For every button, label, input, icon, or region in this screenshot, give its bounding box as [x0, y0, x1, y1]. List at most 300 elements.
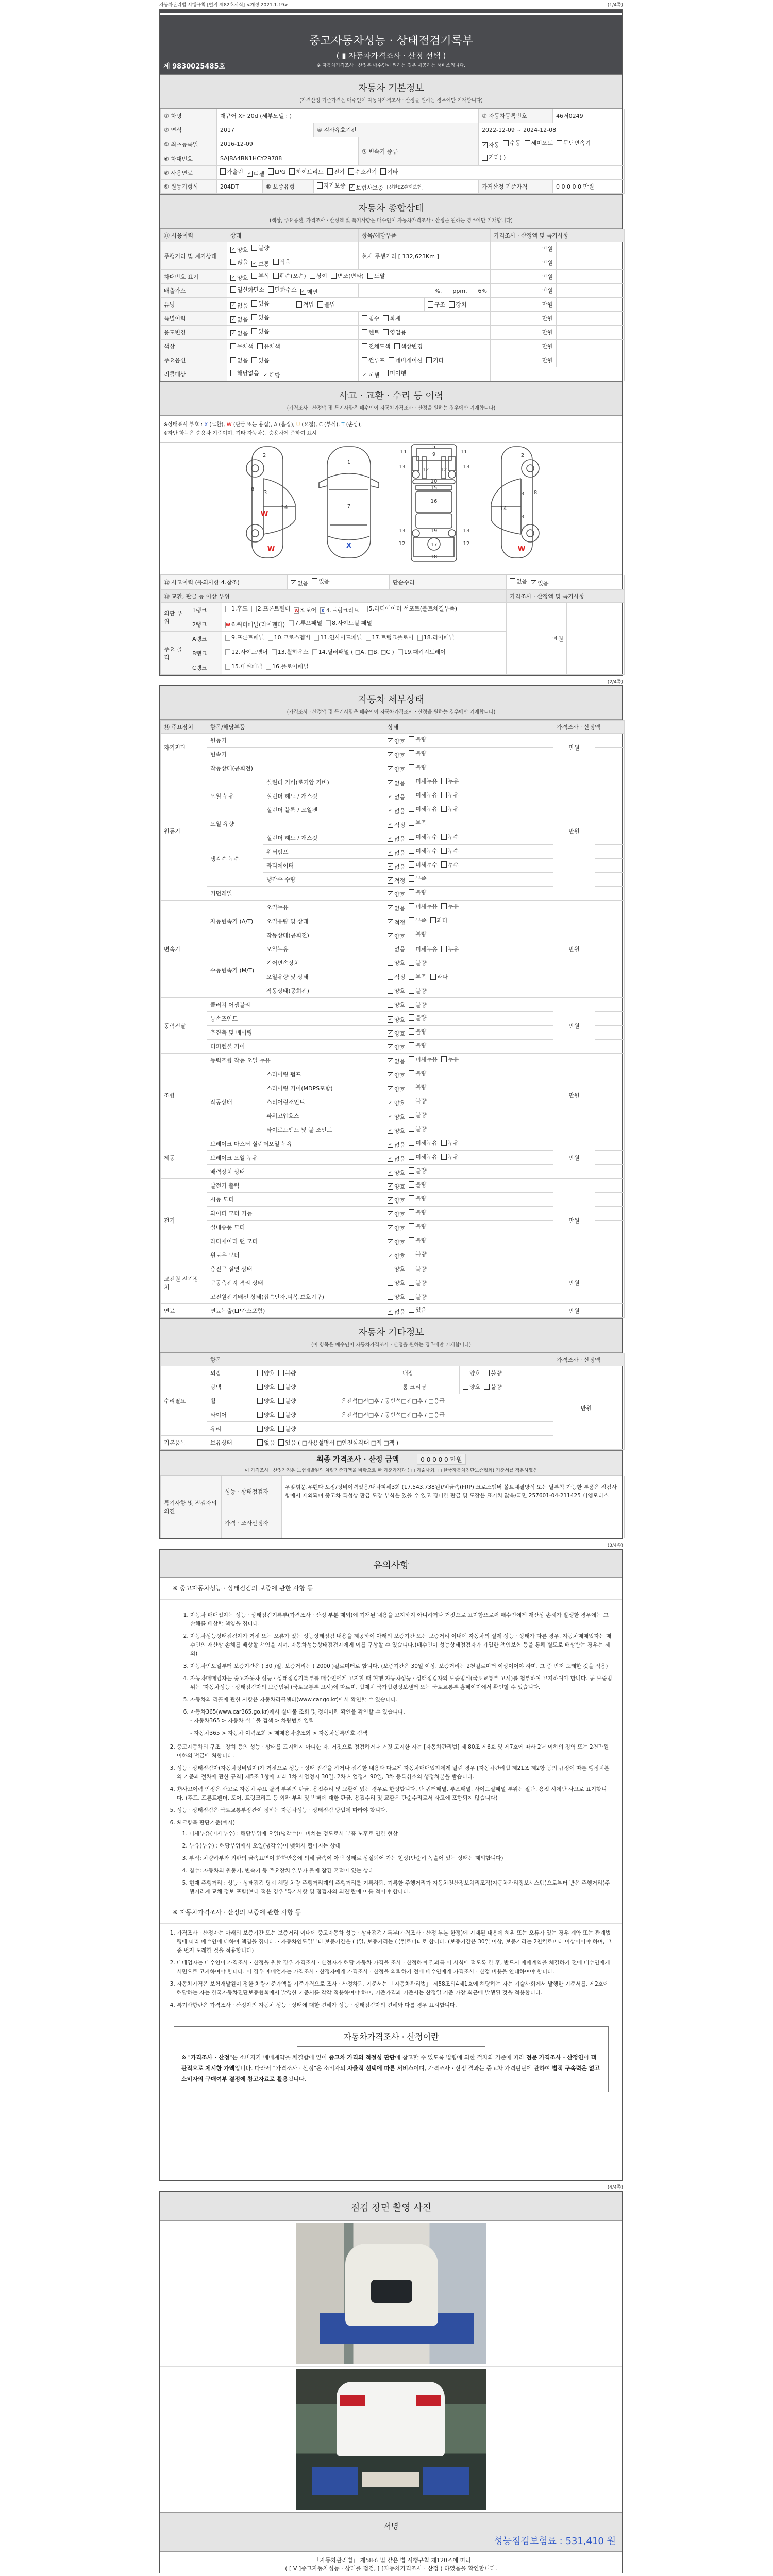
checkbox-option[interactable]: [388, 932, 405, 940]
checkbox[interactable]: [257, 343, 263, 349]
checkbox-option[interactable]: [362, 314, 379, 323]
checkbox-option[interactable]: [230, 356, 248, 364]
checkbox-option[interactable]: [409, 1139, 438, 1147]
checkbox[interactable]: [278, 1412, 284, 1418]
checkbox-option[interactable]: [525, 137, 553, 149]
checkbox[interactable]: [409, 1084, 414, 1090]
checkbox[interactable]: [409, 931, 414, 937]
checkbox-option[interactable]: [463, 1383, 480, 1391]
checkbox[interactable]: [409, 1266, 414, 1272]
checkbox-option[interactable]: [441, 1055, 459, 1063]
checkbox[interactable]: ✓: [388, 1240, 393, 1245]
checkbox[interactable]: [463, 1370, 468, 1376]
checkbox-option[interactable]: [230, 315, 248, 324]
checkbox[interactable]: ✓: [388, 864, 393, 869]
checkbox[interactable]: [268, 168, 274, 175]
checkbox[interactable]: ✓: [301, 289, 305, 294]
part-option[interactable]: [398, 648, 446, 657]
part-checkbox[interactable]: [312, 649, 317, 655]
checkbox-option[interactable]: [348, 167, 377, 176]
checkbox[interactable]: [331, 273, 337, 279]
checkbox[interactable]: [409, 1223, 414, 1229]
checkbox[interactable]: ✓: [291, 581, 296, 586]
checkbox[interactable]: ✓: [388, 781, 393, 786]
part-option[interactable]: [225, 633, 264, 642]
checkbox-option[interactable]: [430, 973, 448, 981]
checkbox[interactable]: [389, 357, 394, 363]
checkbox[interactable]: [257, 1370, 263, 1376]
checkbox[interactable]: ✓: [388, 767, 393, 772]
checkbox-option[interactable]: [449, 300, 466, 309]
checkbox[interactable]: [383, 329, 389, 335]
part-option[interactable]: [225, 620, 285, 630]
checkbox-option[interactable]: [388, 1043, 405, 1052]
part-option[interactable]: [266, 662, 309, 671]
checkbox-option[interactable]: [251, 260, 269, 268]
checkbox[interactable]: [441, 946, 447, 952]
checkbox[interactable]: [409, 1056, 414, 1062]
checkbox-option[interactable]: [278, 1411, 296, 1419]
checkbox-option[interactable]: [383, 328, 406, 336]
checkbox[interactable]: [362, 343, 367, 349]
checkbox-option[interactable]: [388, 973, 405, 981]
part-option[interactable]: [251, 604, 291, 614]
checkbox[interactable]: [441, 806, 447, 812]
checkbox-option[interactable]: [388, 1238, 405, 1246]
checkbox-option[interactable]: [409, 846, 438, 855]
checkbox-option[interactable]: [268, 285, 297, 294]
checkbox-option[interactable]: [300, 287, 318, 296]
checkbox-option[interactable]: [441, 1139, 459, 1147]
checkbox-option[interactable]: [257, 342, 280, 350]
checkbox-option[interactable]: [278, 1425, 296, 1433]
checkbox-option[interactable]: [428, 300, 445, 309]
checkbox-option[interactable]: [484, 1383, 501, 1391]
checkbox[interactable]: ✓: [388, 1031, 393, 1036]
checkbox[interactable]: [409, 1070, 414, 1076]
checkbox[interactable]: [394, 343, 400, 349]
checkbox[interactable]: ✓: [388, 822, 393, 827]
checkbox[interactable]: [230, 343, 236, 349]
checkbox-option[interactable]: [257, 1397, 275, 1405]
part-checkbox[interactable]: [225, 664, 230, 670]
checkbox[interactable]: [463, 1384, 468, 1390]
checkbox[interactable]: [362, 329, 367, 335]
checkbox[interactable]: [409, 988, 414, 994]
checkbox-option[interactable]: [409, 763, 426, 771]
checkbox-option[interactable]: [510, 577, 527, 585]
checkbox-option[interactable]: [409, 1222, 426, 1230]
checkbox-option[interactable]: [230, 369, 259, 377]
checkbox-option[interactable]: [388, 1265, 405, 1273]
checkbox[interactable]: [409, 1140, 414, 1146]
checkbox-option[interactable]: [388, 862, 405, 871]
checkbox-option[interactable]: [430, 916, 448, 924]
checkbox-option[interactable]: [441, 805, 459, 813]
checkbox[interactable]: [525, 140, 530, 146]
checkbox-option[interactable]: [230, 285, 264, 294]
checkbox-option[interactable]: [409, 874, 426, 883]
checkbox-option[interactable]: [220, 167, 243, 176]
checkbox[interactable]: [409, 1237, 414, 1243]
checkbox-option[interactable]: [388, 821, 405, 829]
checkbox[interactable]: [317, 182, 323, 189]
checkbox-option[interactable]: [257, 1425, 275, 1433]
checkbox[interactable]: ✓: [247, 171, 252, 176]
checkbox[interactable]: [388, 974, 393, 980]
checkbox-option[interactable]: [388, 1015, 405, 1024]
checkbox[interactable]: ✓: [388, 1059, 393, 1064]
checkbox-option[interactable]: [426, 356, 444, 364]
checkbox[interactable]: [317, 301, 323, 308]
checkbox-option[interactable]: [409, 1153, 438, 1161]
checkbox-option[interactable]: [409, 1001, 426, 1009]
checkbox[interactable]: [257, 1412, 263, 1418]
checkbox[interactable]: [409, 750, 414, 756]
checkbox[interactable]: [251, 273, 257, 279]
checkbox[interactable]: [409, 1042, 414, 1048]
checkbox[interactable]: [268, 286, 274, 293]
checkbox[interactable]: [409, 806, 414, 812]
checkbox-option[interactable]: [441, 860, 459, 869]
checkbox[interactable]: [289, 168, 295, 175]
checkbox-option[interactable]: [263, 371, 280, 379]
checkbox-option[interactable]: [394, 342, 423, 350]
checkbox-option[interactable]: [251, 313, 269, 321]
checkbox[interactable]: [409, 903, 414, 909]
checkbox-option[interactable]: [230, 258, 248, 266]
checkbox[interactable]: [441, 1056, 447, 1062]
part-checkbox[interactable]: W: [226, 623, 230, 628]
checkbox[interactable]: ✓: [388, 739, 393, 744]
part-checkbox[interactable]: [225, 606, 230, 612]
checkbox[interactable]: [251, 357, 257, 363]
checkbox[interactable]: ✓: [350, 185, 354, 190]
checkbox-option[interactable]: [409, 1013, 426, 1022]
checkbox-option[interactable]: [409, 1069, 426, 1077]
checkbox[interactable]: [409, 1307, 414, 1313]
checkbox-option[interactable]: [409, 749, 426, 757]
checkbox[interactable]: ✓: [388, 1212, 393, 1217]
checkbox-option[interactable]: [409, 1236, 426, 1244]
checkbox-option[interactable]: [251, 299, 269, 308]
checkbox-option[interactable]: [251, 244, 269, 252]
checkbox-option[interactable]: [463, 1369, 480, 1377]
checkbox-option[interactable]: [409, 1180, 426, 1189]
checkbox[interactable]: [230, 286, 236, 293]
part-option[interactable]: [312, 648, 394, 657]
checkbox-option[interactable]: [388, 1182, 405, 1191]
part-option[interactable]: [320, 606, 359, 615]
checkbox[interactable]: [383, 315, 389, 321]
checkbox-option[interactable]: [388, 765, 405, 773]
checkbox[interactable]: [388, 946, 393, 952]
checkbox[interactable]: ✓: [388, 753, 393, 758]
checkbox[interactable]: ✓: [388, 1114, 393, 1120]
checkbox[interactable]: ✓: [388, 906, 393, 911]
checkbox[interactable]: [426, 357, 432, 363]
checkbox[interactable]: [362, 315, 367, 321]
checkbox[interactable]: [409, 834, 414, 840]
checkbox-option[interactable]: [441, 1153, 459, 1161]
checkbox-option[interactable]: [257, 1383, 275, 1391]
part-option[interactable]: [294, 606, 316, 615]
checkbox-option[interactable]: [409, 1265, 426, 1273]
part-option[interactable]: [268, 633, 311, 642]
checkbox-option[interactable]: [388, 945, 405, 953]
part-option[interactable]: [225, 662, 262, 671]
checkbox-option[interactable]: [409, 1194, 426, 1202]
checkbox[interactable]: [441, 778, 447, 784]
checkbox[interactable]: ✓: [231, 303, 236, 308]
checkbox-option[interactable]: [317, 300, 335, 309]
checkbox[interactable]: [409, 736, 414, 742]
checkbox[interactable]: [409, 848, 414, 854]
checkbox-option[interactable]: [388, 1127, 405, 1135]
checkbox[interactable]: ✓: [388, 1198, 393, 1203]
checkbox[interactable]: [409, 820, 414, 826]
checkbox-option[interactable]: [388, 751, 405, 759]
part-checkbox[interactable]: [272, 649, 277, 655]
checkbox[interactable]: [428, 301, 433, 308]
checkbox[interactable]: ✓: [388, 1309, 393, 1314]
part-checkbox[interactable]: W: [294, 608, 299, 613]
checkbox[interactable]: [409, 1167, 414, 1174]
checkbox[interactable]: [441, 903, 447, 909]
checkbox-option[interactable]: [230, 329, 248, 337]
checkbox-option[interactable]: [251, 356, 269, 364]
checkbox[interactable]: [388, 960, 393, 966]
checkbox[interactable]: ✓: [388, 794, 393, 800]
checkbox-option[interactable]: [388, 876, 405, 885]
checkbox[interactable]: ✓: [388, 850, 393, 855]
checkbox[interactable]: [430, 917, 436, 923]
checkbox[interactable]: [230, 370, 236, 376]
part-option[interactable]: [417, 633, 455, 642]
checkbox-option[interactable]: [367, 272, 385, 280]
checkbox-option[interactable]: [278, 1438, 398, 1447]
checkbox[interactable]: [409, 778, 414, 784]
part-checkbox[interactable]: [398, 649, 403, 655]
checkbox[interactable]: [230, 259, 236, 265]
checkbox[interactable]: [441, 834, 447, 840]
checkbox[interactable]: [388, 1266, 393, 1272]
checkbox-option[interactable]: [409, 1111, 426, 1119]
checkbox[interactable]: [484, 1384, 490, 1390]
part-option[interactable]: [363, 604, 457, 614]
checkbox[interactable]: [327, 168, 333, 175]
checkbox[interactable]: [278, 1426, 284, 1432]
checkbox[interactable]: ✓: [388, 1087, 393, 1092]
checkbox[interactable]: ✓: [388, 1045, 393, 1050]
checkbox[interactable]: [409, 875, 414, 882]
checkbox[interactable]: [257, 1398, 263, 1404]
part-checkbox[interactable]: [363, 606, 368, 612]
part-checkbox[interactable]: [268, 635, 273, 641]
checkbox[interactable]: [409, 917, 414, 923]
checkbox[interactable]: [503, 140, 509, 146]
checkbox-option[interactable]: [409, 1293, 426, 1301]
checkbox[interactable]: [380, 168, 386, 175]
checkbox[interactable]: ✓: [388, 1253, 393, 1259]
checkbox[interactable]: ✓: [362, 372, 367, 378]
checkbox[interactable]: ✓: [388, 920, 393, 925]
checkbox-option[interactable]: [247, 170, 264, 178]
checkbox-option[interactable]: [409, 945, 438, 953]
checkbox[interactable]: [409, 764, 414, 770]
checkbox[interactable]: ✓: [388, 892, 393, 897]
checkbox-option[interactable]: [482, 139, 499, 151]
checkbox-option[interactable]: [310, 272, 327, 280]
checkbox[interactable]: ✓: [388, 1100, 393, 1106]
part-checkbox[interactable]: [225, 649, 230, 655]
checkbox[interactable]: [409, 960, 414, 966]
part-option[interactable]: [225, 648, 268, 657]
checkbox[interactable]: ✓: [231, 317, 236, 322]
checkbox-option[interactable]: [388, 890, 405, 899]
checkbox[interactable]: [278, 1439, 284, 1446]
checkbox-option[interactable]: [289, 167, 323, 176]
checkbox-option[interactable]: [268, 168, 285, 175]
checkbox[interactable]: ✓: [531, 581, 536, 586]
checkbox-option[interactable]: [388, 987, 405, 995]
checkbox-option[interactable]: [388, 1168, 405, 1177]
checkbox[interactable]: ✓: [388, 836, 393, 841]
checkbox[interactable]: [278, 1384, 284, 1390]
checkbox[interactable]: [310, 273, 315, 279]
checkbox[interactable]: [312, 578, 317, 584]
checkbox-option[interactable]: [388, 793, 405, 801]
checkbox-option[interactable]: [380, 167, 398, 176]
checkbox-option[interactable]: [251, 272, 269, 280]
checkbox-option[interactable]: [409, 930, 426, 938]
checkbox[interactable]: [388, 1002, 393, 1008]
checkbox-option[interactable]: [312, 577, 329, 585]
checkbox[interactable]: ✓: [388, 934, 393, 939]
checkbox[interactable]: ✓: [388, 1156, 393, 1161]
checkbox[interactable]: [449, 301, 455, 308]
checkbox-option[interactable]: [388, 849, 405, 857]
checkbox-option[interactable]: [388, 807, 405, 815]
checkbox-option[interactable]: [409, 735, 426, 743]
checkbox-option[interactable]: [388, 779, 405, 787]
checkbox-option[interactable]: [557, 137, 591, 149]
checkbox-option[interactable]: [291, 579, 308, 587]
checkbox-option[interactable]: [273, 258, 291, 266]
checkbox-option[interactable]: [362, 328, 379, 336]
checkbox-option[interactable]: [257, 1438, 275, 1447]
checkbox-option[interactable]: [409, 860, 438, 869]
checkbox-option[interactable]: [278, 1383, 296, 1391]
checkbox-option[interactable]: [388, 1224, 405, 1232]
part-checkbox[interactable]: [225, 635, 230, 641]
checkbox-option[interactable]: [409, 1208, 426, 1216]
checkbox-option[interactable]: [409, 1279, 426, 1287]
checkbox-option[interactable]: [383, 314, 400, 323]
checkbox-option[interactable]: [388, 1057, 405, 1065]
checkbox-option[interactable]: [362, 356, 385, 364]
checkbox[interactable]: [388, 1280, 393, 1286]
checkbox[interactable]: [409, 1112, 414, 1118]
checkbox[interactable]: [273, 273, 279, 279]
checkbox[interactable]: ✓: [388, 1170, 393, 1175]
checkbox[interactable]: [251, 300, 257, 307]
checkbox-option[interactable]: [409, 833, 438, 841]
checkbox-option[interactable]: [409, 1055, 438, 1063]
checkbox[interactable]: [296, 301, 302, 308]
checkbox-option[interactable]: [388, 835, 405, 843]
checkbox-option[interactable]: [409, 1125, 426, 1133]
checkbox-option[interactable]: [441, 777, 459, 785]
checkbox[interactable]: [441, 848, 447, 854]
checkbox[interactable]: [362, 357, 367, 363]
checkbox[interactable]: [409, 1014, 414, 1021]
checkbox-option[interactable]: [409, 1306, 426, 1314]
checkbox-option[interactable]: [409, 805, 438, 813]
checkbox[interactable]: ✓: [388, 1073, 393, 1078]
checkbox-option[interactable]: [388, 904, 405, 912]
part-option[interactable]: [326, 619, 372, 628]
checkbox-option[interactable]: [251, 327, 269, 335]
part-option[interactable]: [289, 619, 322, 628]
checkbox-option[interactable]: [441, 945, 459, 953]
checkbox-option[interactable]: [409, 777, 438, 785]
checkbox-option[interactable]: [441, 902, 459, 910]
part-checkbox[interactable]: [251, 606, 257, 612]
checkbox-option[interactable]: [388, 1252, 405, 1260]
checkbox[interactable]: [273, 259, 279, 265]
checkbox-option[interactable]: [230, 246, 248, 254]
checkbox[interactable]: ✓: [231, 331, 236, 336]
part-checkbox[interactable]: [366, 635, 371, 641]
checkbox[interactable]: [557, 140, 562, 146]
checkbox[interactable]: [409, 1181, 414, 1188]
checkbox-option[interactable]: [409, 791, 438, 799]
checkbox-option[interactable]: [409, 819, 426, 827]
checkbox[interactable]: [409, 1195, 414, 1201]
checkbox[interactable]: [441, 861, 447, 868]
checkbox-option[interactable]: [388, 1029, 405, 1038]
part-option[interactable]: [225, 604, 248, 614]
checkbox-option[interactable]: [409, 1041, 426, 1049]
checkbox[interactable]: ✓: [482, 143, 487, 148]
checkbox-option[interactable]: [388, 1293, 405, 1301]
checkbox-option[interactable]: [230, 274, 248, 282]
checkbox-option[interactable]: [409, 973, 426, 981]
checkbox-option[interactable]: [409, 916, 426, 924]
checkbox-option[interactable]: [388, 1210, 405, 1218]
checkbox-option[interactable]: [388, 959, 405, 967]
checkbox[interactable]: [278, 1398, 284, 1404]
checkbox[interactable]: [409, 1098, 414, 1104]
checkbox[interactable]: [278, 1370, 284, 1376]
checkbox-option[interactable]: [409, 1083, 426, 1091]
checkbox-option[interactable]: [484, 1369, 501, 1377]
checkbox-option[interactable]: [230, 301, 248, 310]
checkbox-option[interactable]: [383, 369, 406, 377]
checkbox-option[interactable]: [409, 1166, 426, 1175]
part-option[interactable]: [366, 633, 414, 642]
checkbox[interactable]: [430, 974, 436, 980]
checkbox[interactable]: [484, 1370, 490, 1376]
checkbox-option[interactable]: [388, 1071, 405, 1079]
checkbox-option[interactable]: [349, 183, 383, 192]
checkbox-option[interactable]: [388, 1099, 405, 1107]
part-checkbox[interactable]: [314, 635, 319, 641]
checkbox[interactable]: [441, 1154, 447, 1160]
checkbox-option[interactable]: [317, 181, 346, 190]
checkbox-option[interactable]: [503, 137, 520, 149]
